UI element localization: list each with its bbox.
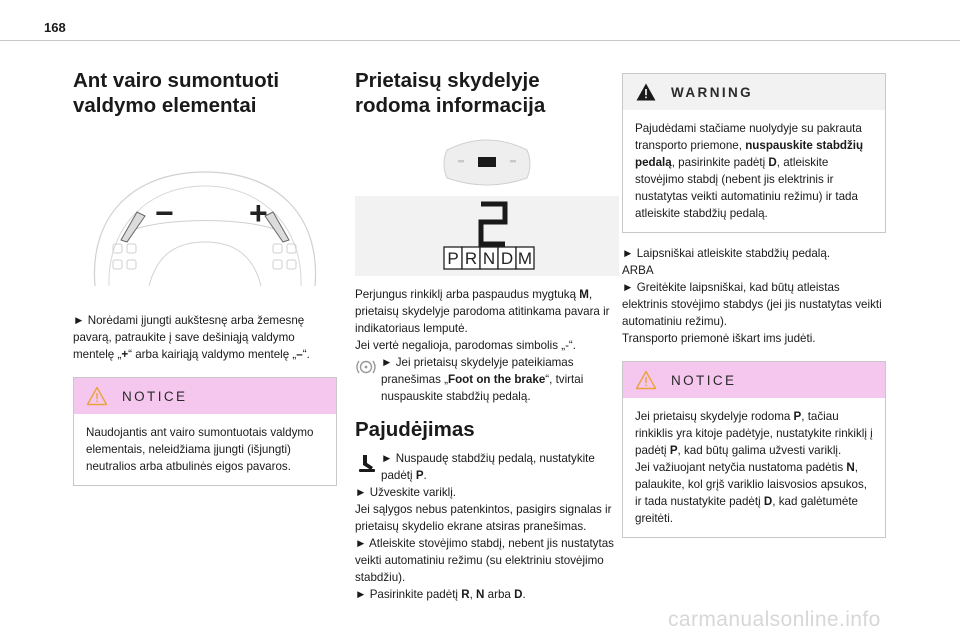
paddle-plus: + <box>121 348 129 361</box>
notice-gear-text-2 <box>635 459 875 527</box>
n-text-d: Jei važiuojant netyčia nustatoma padėtis <box>635 461 847 474</box>
warning-text <box>635 120 875 222</box>
notice-text: Naudojantis ant vairo sumontuotais valdymo elementais, neleidžiama įjungti (išjungti) neutralios arba atbulinės eigos pavaros. <box>86 426 314 473</box>
notice-box-gear <box>622 361 886 538</box>
notice-label-gear: NOTICE <box>671 372 737 388</box>
gear-display-paragraph <box>355 286 619 337</box>
notice-label: NOTICE <box>122 388 188 404</box>
p1-text-b: , prietaisų skydelyje parodoma atitinkama pavara ir indikatoriaus lemputė. <box>355 288 610 335</box>
n-text-a: Jei prietaisų skydelyje rodoma <box>635 410 794 423</box>
gear-m: M <box>517 249 533 268</box>
column-instrument-panel <box>355 68 619 603</box>
brake-warning-icon <box>355 357 381 382</box>
notice-body <box>74 414 336 485</box>
s2-e1: ► Pasirinkite padėtį <box>355 588 462 601</box>
column-steering-controls <box>73 68 337 486</box>
steering-wheel-illustration <box>73 136 337 296</box>
n-p2: P <box>669 444 678 457</box>
start-conditions: Jei sąlygos nebus patenkintos, pasigirs signalas ir prietaisų skydelio ekrane atsiras pranešimas. <box>355 503 612 533</box>
w-press-brake: nuspauskite stabdžių pedalą <box>635 139 864 169</box>
p3-foot-on-brake: Foot on the brake <box>448 373 546 386</box>
w-text-c: , pasirinkite padėtį <box>671 156 769 169</box>
watermark: carmanualsonline.info <box>668 608 881 631</box>
n-text-c: , kad būtų galima užvesti variklį. <box>677 444 842 457</box>
n-p: P <box>793 410 802 423</box>
warning-label: WARNING <box>671 84 754 100</box>
column-warnings <box>622 73 886 538</box>
p1-text-a: Perjungus rinkiklį arba paspaudus mygtuką <box>355 288 580 301</box>
warning-triangle-icon <box>635 82 657 102</box>
release-step-2: ► Greitėkite laipsniškai, kad būtų atleistas elektrinis stovėjimo stabdys (jei jis nustatytas veikti automatiniu režimu). <box>622 281 882 328</box>
w-text-e: , atleiskite stovėjimo stabdį (nebent jis elektrinis ir nustatytas veikti automatiniu režimu) ir tada atleiskite stabdžių pedalą. <box>635 156 858 220</box>
notice-header-gear <box>623 362 885 398</box>
n-text-f: , kad galėtumėte greitėti. <box>635 495 859 525</box>
paddle-minus: – <box>296 348 303 361</box>
section-title-instrument: Prietaisų skydelyje rodoma informacija <box>355 69 546 117</box>
n-text-b: , tačiau rinkiklis yra kitoje padėtyje, nustatykite rinkiklį į padėtį <box>635 410 873 457</box>
start-step-3: ► Atleiskite stovėjimo stabdį, nebent jis nustatytas veikti automatiniu režimu (su elektriniu stovėjimo stabdžiu). <box>355 537 614 584</box>
s2-r: R <box>461 588 470 601</box>
foot-on-pedal-icon <box>355 453 381 480</box>
notice-header <box>74 378 336 414</box>
notice-box-steering <box>73 377 337 486</box>
caution-triangle-icon <box>86 386 108 406</box>
p1-m: M <box>579 288 589 301</box>
paddle-text-c: “. <box>302 348 310 361</box>
notice-gear-text-1 <box>635 408 875 459</box>
header-divider <box>0 40 960 41</box>
screen-icon <box>478 157 496 167</box>
caution-triangle-icon <box>635 370 657 390</box>
section-title-steering: Ant vairo sumontuoti valdymo elementai <box>73 69 280 117</box>
release-step-1: ► Laipsniškai atleiskite stabdžių pedalą. <box>622 247 831 260</box>
p3-text-a: ► Jei prietaisų skydelyje pateikiamas pranešimas „ <box>381 356 574 386</box>
s2-end: . <box>522 588 526 601</box>
warning-box <box>622 73 886 233</box>
p3-text-c: “, tvirtai nuspauskite stabdžių pedalą. <box>381 373 584 403</box>
paddle-text-a: ► Norėdami įjungti aukštesnę arba žemesnę pavarą, patraukite į save dešiniąją valdymo mentelę „ <box>73 314 305 361</box>
gear-selector-strip <box>444 247 534 269</box>
section-title-pajudejimas: Pajudėjimas <box>355 418 475 441</box>
n-n: N <box>846 461 855 474</box>
wheel-plus-symbol: + <box>249 195 268 231</box>
gear-n: N <box>482 249 496 268</box>
gear-r: R <box>464 249 478 268</box>
instrument-cluster-illustration <box>355 126 619 276</box>
start-step-2: ► Užveskite variklį. <box>355 486 457 499</box>
start-step-1 <box>381 450 619 484</box>
paddle-instruction <box>73 312 337 363</box>
press-brake-row <box>355 450 619 484</box>
invalid-value-paragraph: Jei vertė negalioja, parodomas simbolis „-“. <box>355 339 577 352</box>
brake-message-row <box>355 354 619 405</box>
release-instructions <box>622 245 886 347</box>
wheel-minus-symbol: − <box>155 195 174 231</box>
warning-body <box>623 110 885 232</box>
brake-message-paragraph <box>381 354 619 405</box>
s2-d: D <box>514 588 523 601</box>
gear-d: D <box>500 249 514 268</box>
release-or: ARBA <box>622 264 654 277</box>
n-text-e: , palaukite, kol grįš variklio laisvosios apsukos, ir tada nustatykite padėtį <box>635 461 867 508</box>
s2-or: arba <box>484 588 515 601</box>
s2-text-a: ► Nuspaudę stabdžių pedalą, nustatykite padėtį <box>381 452 595 482</box>
s2-p: P <box>415 469 424 482</box>
s2-text-a-end: . <box>423 469 427 482</box>
notice-body-gear <box>623 398 885 537</box>
s2-comma: , <box>469 588 477 601</box>
page-number: 168 <box>44 20 66 35</box>
w-text-a: Pajudėdami stačiame nuolydyje su pakrauta transporto priemone, <box>635 122 862 152</box>
start-step-4 <box>355 586 619 603</box>
paddle-text-b: “ arba kairiąją valdymo mentelę „ <box>128 348 297 361</box>
release-result: Transporto priemonė iškart ims judėti. <box>622 332 816 345</box>
s2-n: N <box>476 588 485 601</box>
warning-header <box>623 74 885 110</box>
w-d: D <box>768 156 777 169</box>
n-d: D <box>763 495 773 508</box>
gear-p: P <box>447 249 459 268</box>
